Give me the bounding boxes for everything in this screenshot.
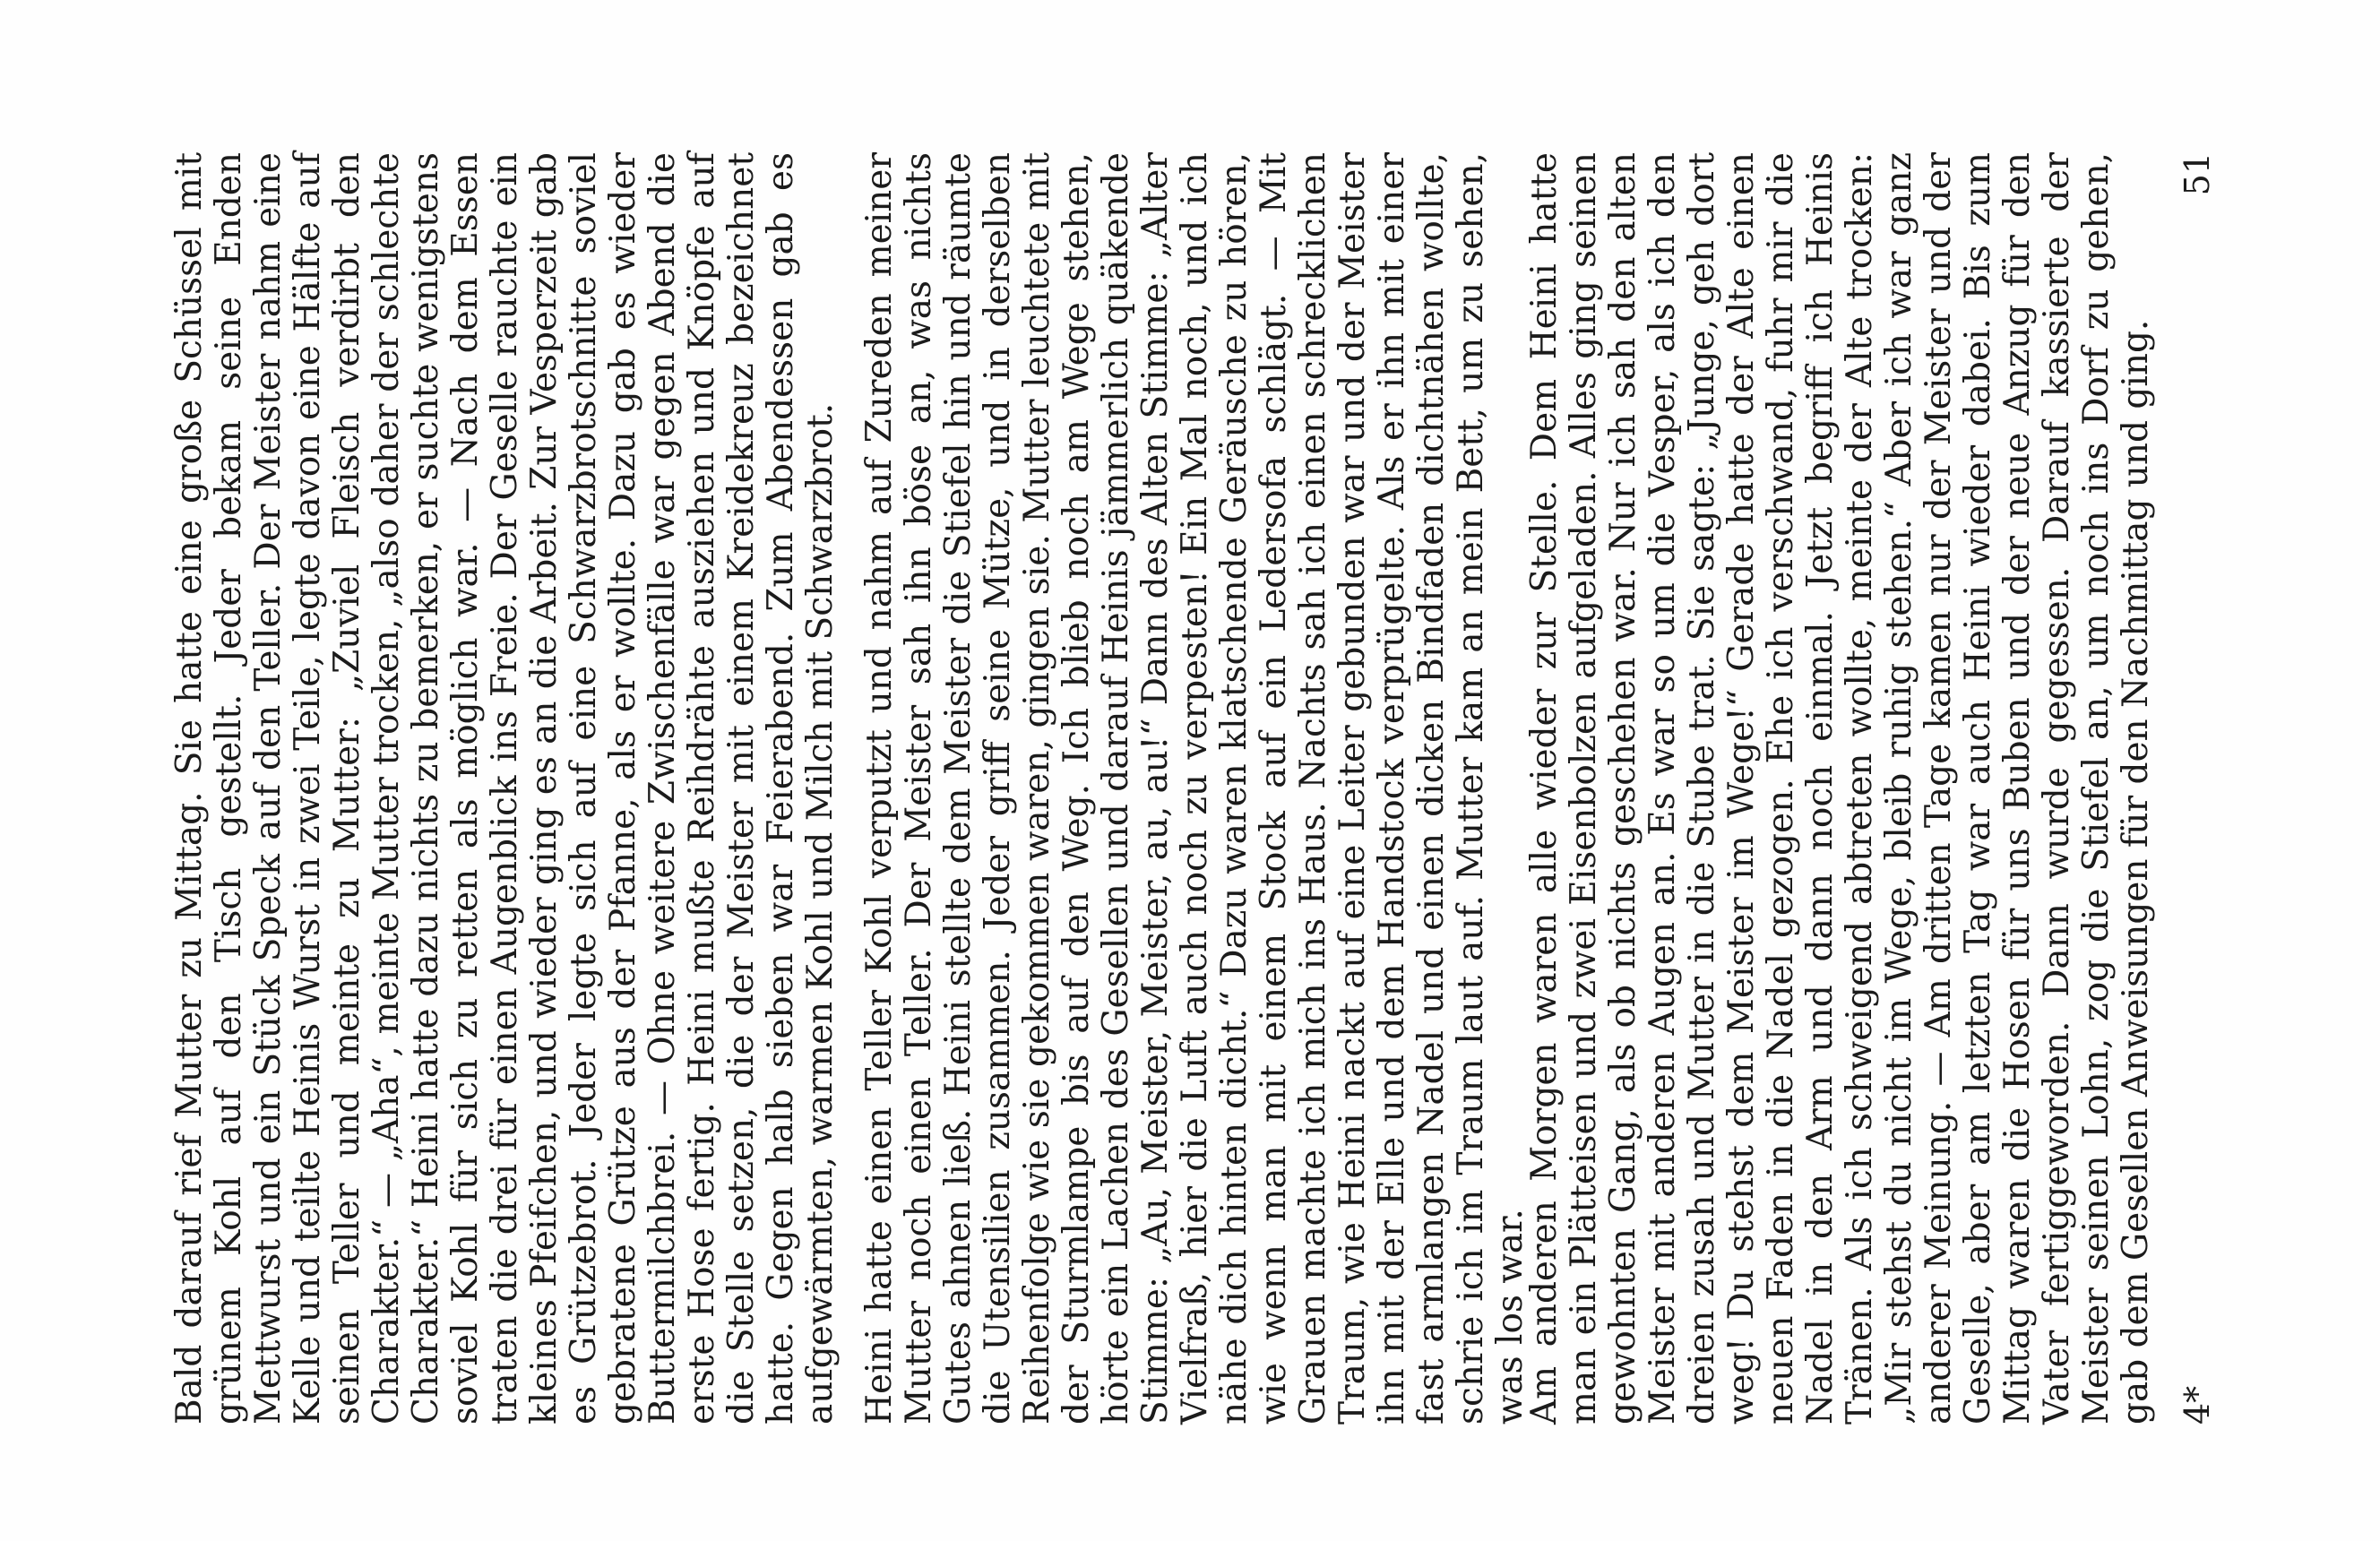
rotated-page-content [170,152,2267,1425]
paragraph-2: Heini hatte einen Teller Kohl verputzt und nahm auf Zureden meiner Mutter noch einen Teller. Der Meister sah ihn böse an, was nichts Gutes ahnen ließ. Heini stellte dem Meister die Stiefel hin und räumte die Utensilien zusammen. Jeder griff seine Mütze, und in derselben Reihenfolge wie sie gekommen waren, gingen sie. Mutter leuchtete mit der Sturmlampe bis auf den Weg. Ich blieb noch am Wege stehen, hörte ein Lachen des Gesellen und darauf Heinis jämmerlich quäkende Stimme: „Au, Meister, Meister, au, au!“ Dann des Alten Stimme: „Alter Vielfraß, hier die Luft auch noch zu verpesten! Ein Mal noch, und ich nähe dich hinten dicht.“ Dazu waren klatschende Geräusche zu hören, wie wenn man mit einem Stock auf ein Ledersofa schlägt. — Mit Grauen machte ich mich ins Haus. Nachts sah ich einen schrecklichen Traum, wie Heini nackt auf eine Leiter gebunden war und der Meister ihn mit der Elle und dem Handstock verprügelte. Als er ihn mit einer fast armlangen Nadel und einen dicken Bindfaden dichtnähen wollte, schrie ich im Traum laut auf. Mutter kam an mein Bett, um zu sehen, was los war. [859,152,1531,1425]
page-number: 51 [2177,152,2217,196]
signature-mark: 4* [2177,1385,2217,1425]
paragraph-1: Bald darauf rief Mutter zu Mittag. Sie hatte eine große Schüssel mit grünem Kohl auf den Tisch gestellt. Jeder bekam seine Enden Mettwurst und ein Stück Speck auf den Teller. Der Meister nahm eine Kelle und teilte Heinis Wurst in zwei Teile, legte davon eine Hälfte auf seinen Teller und meinte zu Mutter: „Zuviel Fleisch verdirbt den Charakter.“ — „Aha“, meinte Mutter trocken, „also daher der schlechte Charakter.“ Heini hatte dazu nichts zu bemerken, er suchte wenigstens soviel Kohl für sich zu retten als möglich war. — Nach dem Essen traten die drei für einen Augenblick ins Freie. Der Geselle rauchte ein kleines Pfeifchen, und wieder ging es an die Arbeit. Zur Vesperzeit gab es Grützebrot. Jeder legte sich auf eine Schwarzbrotschnitte soviel gebratene Grütze aus der Pfanne, als er wollte. Dazu gab es wieder Buttermilchbrei. — Ohne weitere Zwischenfälle war gegen Abend die erste Hose fertig. Heini mußte Reihdrähte ausziehen und Knöpfe auf die Stelle setzen, die der Meister mit einem Kreidekreuz bezeichnet hatte. Gegen halb sieben war Feierabend. Zum Abendessen gab es aufgewärmten, warmen Kohl und Milch mit Schwarzbrot. [169,152,841,1425]
paragraph-3: Am anderen Morgen waren alle wieder zur Stelle. Dem Heini hatte man ein Plätteisen und zwei Eisenbolzen aufgeladen. Alles ging seinen gewohnten Gang, als ob nichts geschehen war. Nur ich sah den alten Meister mit anderen Augen an. Es war so um die Vesper, als ich den dreien zusah und Mutter in die Stube trat. Sie sagte: „Junge, geh dort weg! Du stehst dem Meister im Wege!“ Gerade hatte der Alte einen neuen Faden in die Nadel gezogen. Ehe ich verschwand, fuhr mir die Nadel in den Arm und dann noch einmal. Jetzt begriff ich Heinis Tränen. Als ich schweigend abtreten wollte, meinte der Alte trocken: „Mir stehst du nicht im Wege, bleib ruhig stehen.“ Aber ich war ganz anderer Meinung. — Am dritten Tage kamen nur der Meister und der Geselle, aber am letzten Tag war auch Heini wieder dabei. Bis zum Mittag waren die Hosen für uns Buben und der neue Anzug für den Vater fertiggeworden. Dann wurde gegessen. Darauf kassierte der Meister seinen Lohn, zog die Stiefel an, um noch ins Dorf zu gehen, gab dem Gesellen Anweisungen für den Nachmittag und ging. [1524,152,2156,1425]
